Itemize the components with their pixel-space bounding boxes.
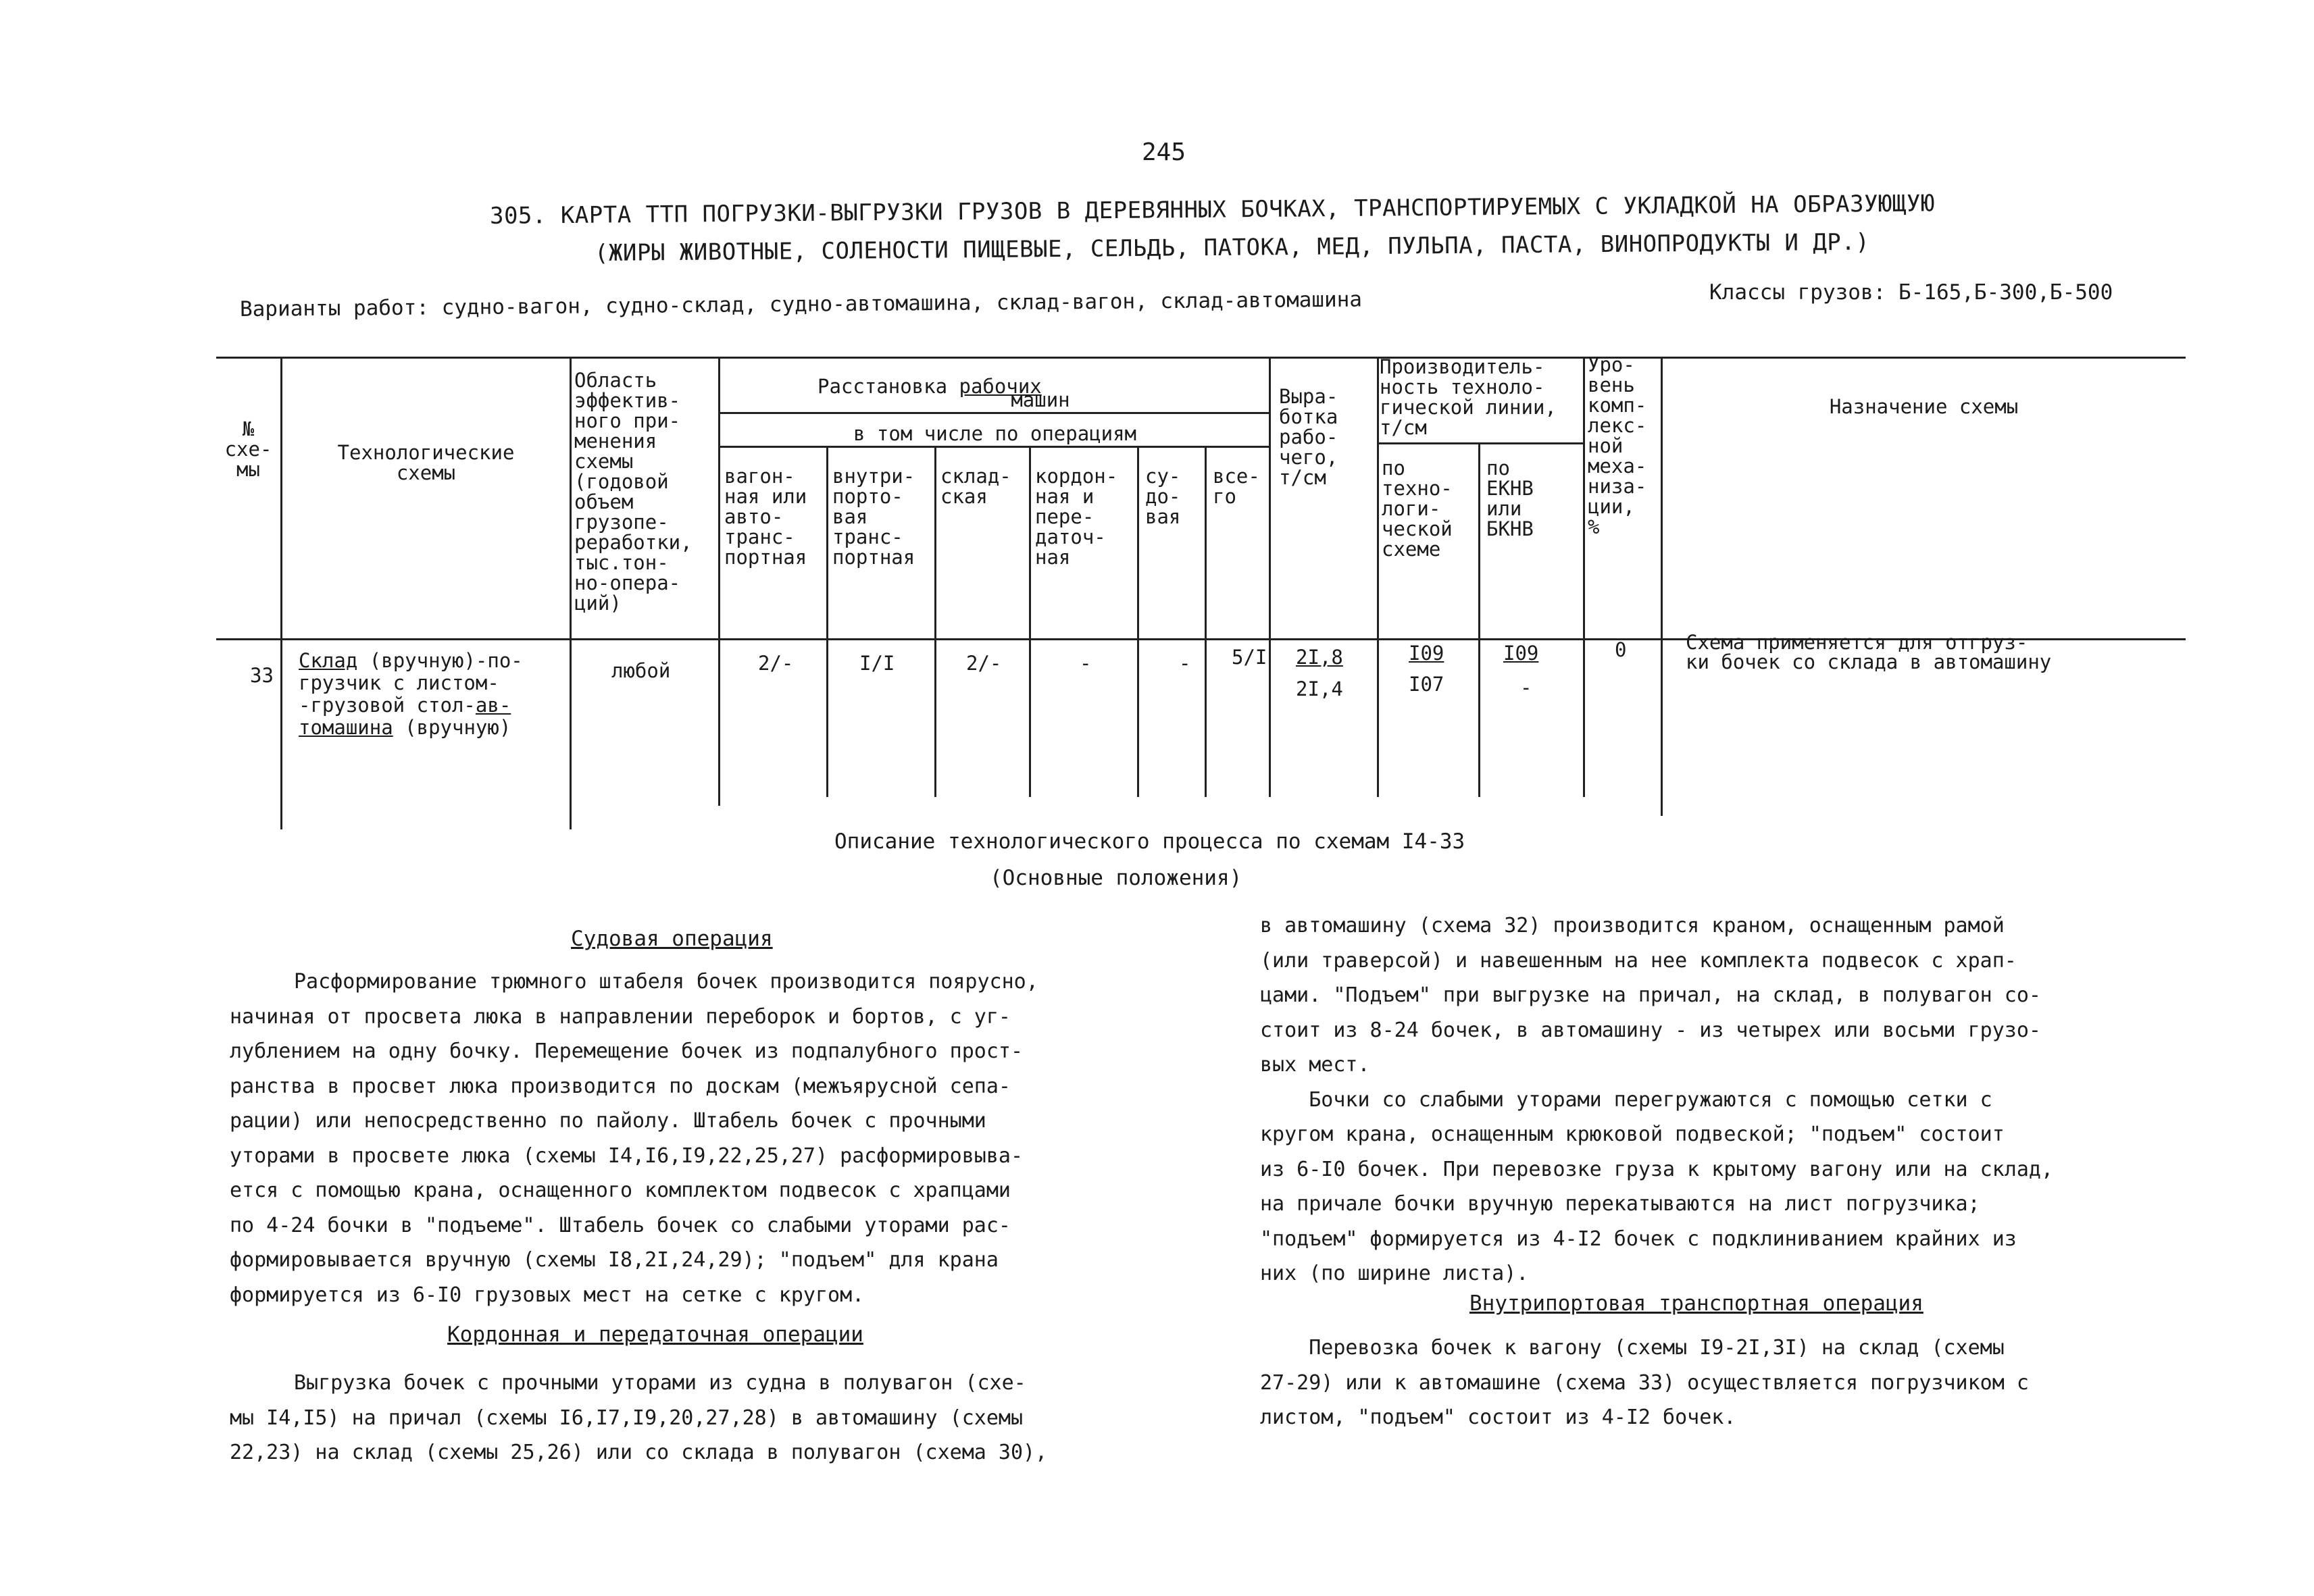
header-placement-machines: машин	[1011, 388, 1070, 411]
col-line	[280, 357, 282, 829]
section-text-intra: Перевозка бочек к вагону (схемы I9-2I,3I) на склад (схемы 27-29) или к автомашине (схема 33) осуществляется погрузчиком с листом, "подъем" состоит из 4-I2 бочек.	[1260, 1336, 2029, 1429]
col-line	[570, 357, 572, 829]
row-prod-scheme-top: I09	[1409, 642, 1444, 665]
row-output-top: 2I,8	[1296, 646, 1343, 669]
row-wagon: 2/-	[758, 652, 794, 675]
section-title-intra: Внутрипортовая транспортная операция	[1469, 1291, 1923, 1316]
header-incl-ops: в том числе по операциям	[853, 422, 1137, 445]
col-line	[934, 447, 936, 797]
row-output-bottom: 2I,4	[1296, 677, 1343, 700]
header-op-ship: су- до- вая	[1145, 465, 1181, 528]
row-prod-eknv-bottom: -	[1520, 676, 1532, 699]
document-subtitle: (ЖИРЫ ЖИВОТНЫЕ, СОЛЕНОСТИ ПИЩЕВЫЕ, СЕЛЬДЬ, ПАТОКА, МЕД, ПУЛЬПА, ПАСТА, ВИНОПРОДУКТЫ И ДР.)	[594, 228, 1870, 267]
cargo-classes: Классы грузов: Б-165,Б-300,Б-500	[1709, 280, 2113, 305]
row-area: любой	[611, 659, 671, 682]
header-prod-eknv: по ЕКНВ или БКНВ	[1486, 457, 1534, 540]
header-output: Выра- ботка рабо- чего, т/см	[1279, 385, 1338, 489]
col-line	[826, 447, 828, 797]
row-cordon: -	[1080, 652, 1092, 675]
section-title-ship: Судовая операция	[571, 927, 773, 951]
row-intra: I/I	[859, 652, 895, 675]
header-productivity: Производитель- ность техноло- гической линии, т/см	[1380, 355, 1557, 439]
table-top-border	[216, 357, 2186, 359]
row-ship: -	[1179, 652, 1191, 675]
header-divider-productivity	[1378, 442, 1584, 444]
col-line	[1269, 357, 1271, 797]
row-total: 5/I	[1232, 646, 1267, 669]
header-placement: Расстановка рабочих	[818, 375, 1042, 398]
work-variants: Варианты работ: судно-вагон, судно-склад, судно-автомашина, склад-вагон, склад-автомашина	[239, 287, 1363, 321]
section-text-cordon: Выгрузка бочек с прочными уторами из судна в полувагон (схе- мы I4,I5) на причал (схемы I6,I7,I9,20,27,28) в автомашину (схемы 22,23) на склад (схемы 25,26) или со склада в полувагон (схема 30),	[230, 1371, 1048, 1464]
row-scheme-no: 33	[250, 664, 274, 687]
description-title: Описание технологического процесса по схемам I4-33	[834, 829, 1465, 854]
header-op-cordon: кордон- ная и пере- даточ- ная	[1035, 465, 1118, 569]
header-divider-ops	[720, 446, 1270, 448]
header-divider-placement	[720, 412, 1270, 414]
col-line	[1029, 447, 1031, 797]
section-text-ship: Расформирование трюмного штабеля бочек производится поярусно, начиная от просвета люка в направлении переборок и бортов, с уг- лублением на одну бочку. Перемещение бочек из подпалубного прост- ранства в просвет люка производится по доскам (межъярусной сепа- рации) или непосредственно по пайолу. Штабель бочек с прочными уторами в просвете люка (схемы I4,I6,I9,22,25,27) расформировыва- ется с помощью крана, оснащенного комплектом подвесок с храпцами по 4-24 бочки в "подъеме". Штабель бочек со слабыми уторами рас- формировывается вручную (схемы I8,2I,24,29); "подъем" для крана формируется из 6-I0 грузовых мест на сетке с кругом.	[230, 970, 1038, 1307]
col-line	[1478, 444, 1480, 797]
col-line	[1377, 357, 1379, 797]
col-line	[1661, 357, 1663, 816]
description-subtitle: (Основные положения)	[990, 866, 1242, 890]
header-purpose: Назначение схемы	[1829, 395, 2019, 418]
header-tech-schemes: Технологические схемы	[337, 441, 515, 484]
row-purpose: Схема применяется для отгруз- ки бочек со склада в автомашину	[1686, 631, 2052, 673]
col-line	[1583, 357, 1585, 797]
header-mech-level: Уро- вень комп- лекс- ной меха- низа- ции, %	[1588, 353, 1647, 538]
page-number: 245	[1142, 138, 1186, 166]
section-title-cordon: Кордонная и передаточная операции	[447, 1322, 863, 1347]
row-prod-eknv-top: I09	[1503, 642, 1539, 665]
row-mech: 0	[1615, 638, 1627, 661]
row-prod-scheme-bottom: I07	[1409, 673, 1444, 696]
col-line	[1205, 447, 1207, 797]
header-prod-scheme: по техно- логи- ческой схеме	[1382, 457, 1453, 561]
header-op-intra: внутри- порто- вая транс- портная	[832, 465, 915, 569]
section-text-right: в автомашину (схема 32) производится краном, оснащенным рамой (или траверсой) и навешенным на нее комплекта подвесок с храп- цами. "Подъем" при выгрузке на причал, на склад, в полувагон со- стоит из 8-24 бочек, в автомашину - из четырех или восьми грузо- вых мест. Бочки со слабыми уторами перегружаются с помощью сетки с кругом крана, оснащенным крюковой подвеской; "подъем" состоит из 6-I0 бочек. При перевозке груза к крытому вагону или на склад, на причале бочки вручную перекатываются на лист погрузчика; "подъем" формируется из 4-I2 бочек с подклиниванием крайних из них (по ширине листа).	[1260, 914, 2053, 1285]
header-op-wagon: вагон- ная или авто- транс- портная	[724, 465, 807, 569]
header-area: Область эффектив- ного при- менения схемы (годовой объем грузопе- реработки, тыс.тон- но-опера- ций)	[574, 369, 693, 615]
header-op-store: склад- ская	[940, 465, 1011, 508]
row-store: 2/-	[966, 652, 1002, 675]
col-line	[1137, 447, 1139, 797]
document-title: 305. КАРТА ТТП ПОГРУЗКИ-ВЫГРУЗКИ ГРУЗОВ В ДЕРЕВЯННЫХ БОЧКАХ, ТРАНСПОРТИРУЕМЫХ С УКЛАДКОЙ НА ОБРАЗУЮЩУЮ	[489, 190, 1936, 230]
header-scheme-no: № схе- мы	[224, 417, 272, 481]
header-op-total: все- го	[1213, 465, 1260, 508]
row-tech-scheme: Склад (вручную)-по- грузчик с листом- -грузовой стол-ав- томашина (вручную)	[299, 649, 523, 739]
